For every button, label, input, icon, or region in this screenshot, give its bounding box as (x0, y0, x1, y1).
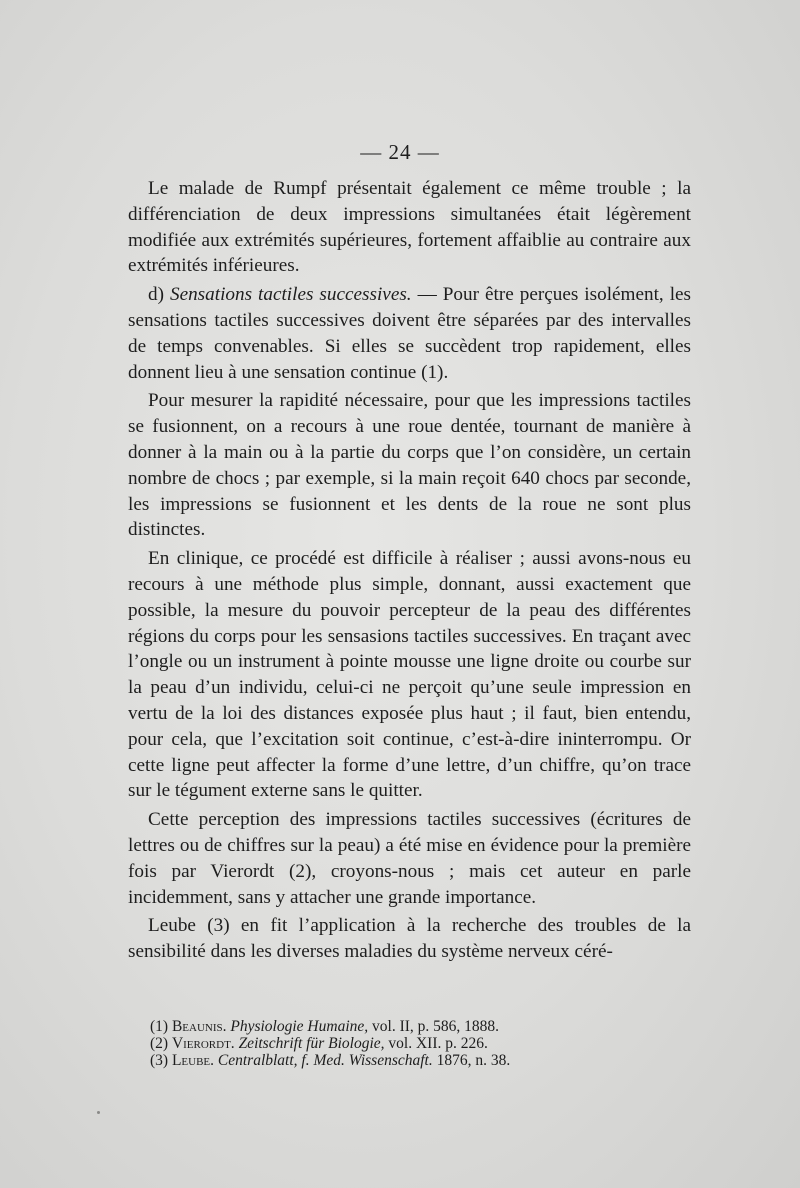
section-heading: Sensations tactiles successives. (169, 284, 412, 306)
footnote-details: 1876, n. 38. (432, 1052, 511, 1069)
paper-speck (97, 1111, 100, 1114)
footnotes (150, 1018, 710, 1069)
footnote-1 (150, 1018, 710, 1035)
footnote-number: (1) (150, 1018, 172, 1035)
paragraph-4: En clinique, ce procédé est difficile à réaliser ; aussi avons-nous eu recours à une méthode plus simple, donnant, aussi exactement que possible, la mesure du pouvoir percepteur de la peau des différentes régions du corps pour les sensasions tactiles successives. En traçant avec l’ongle ou un instrument à pointe mousse une ligne droite ou courbe sur la peau d’un individu, celui-ci ne perçoit qu’une seule impression en vertu de la loi des distances exposée plus haut ; il faut, bien entendu, pour cela, que l’excitation soit continue, c’est-à-dire ininterrompu. Or cette ligne peut affecter la forme d’une lettre, d’un chiffre, qu’on trace sur le tégument externe sans le quitter. (128, 548, 691, 802)
paragraph-3: Pour mesurer la rapidité nécessaire, pour que les impressions tactiles se fusionnent, on a recours à une roue dentée, tournant de manière à donner à la main ou à la partie du corps que l’on considère, un certain nombre de chocs ; par exemple, si la main reçoit 640 chocs par seconde, les impressions se fusionnent et les dents de la roue ne sont plus distinctes. (128, 390, 691, 541)
page-number: — 24 — (360, 140, 440, 164)
paragraph-5: Cette perception des impressions tactiles successives (écritures de lettres ou de chiffres sur la peau) a été mise en évidence pour la première fois par Vierordt (2), croyons-nous ; mais cet auteur en parle incidemment, sans y attacher une grande importance. (128, 809, 691, 908)
footnote-title: Centralblatt, f. Med. Wissenschaft. (217, 1052, 433, 1069)
paragraph-2 (128, 282, 691, 385)
footnote-number: (3) (150, 1052, 172, 1069)
paragraph-1: Le malade de Rumpf présentait également ce même trouble ; la différenciation de deux impressions simultanées était légèrement modifiée aux extrémités supérieures, fortement affaiblie au contraire aux extrémités inférieures. (128, 178, 691, 277)
footnote-author: Beaunis. (171, 1018, 227, 1035)
footnote-number: (2) (150, 1035, 172, 1052)
footnote-details: vol. II, p. 586, 1888. (368, 1018, 500, 1035)
footnote-author: Leube. (171, 1052, 215, 1069)
footnote-3 (150, 1052, 710, 1069)
footnote-details: vol. XII. p. 226. (384, 1035, 488, 1052)
footnote-title: Zeitschrift für Biologie, (238, 1035, 385, 1052)
footnote-author: Vierordt. (171, 1035, 235, 1052)
section-label: d) (148, 284, 170, 306)
paragraph-2-text: — Pour être perçues isolément, les sensations tactiles successives doivent être séparées par des intervalles de temps convenables. Si elles se succèdent trop rapidement, elles donnent lieu à une sensation continue (1). (128, 284, 692, 383)
body-text (128, 176, 691, 965)
footnote-2 (150, 1035, 710, 1052)
paragraph-6: Leube (3) en fit l’application à la recherche des troubles de la sensibilité dans les diverses maladies du système nerveux céré- (128, 915, 691, 963)
footnote-title: Physiologie Humaine, (230, 1018, 369, 1035)
